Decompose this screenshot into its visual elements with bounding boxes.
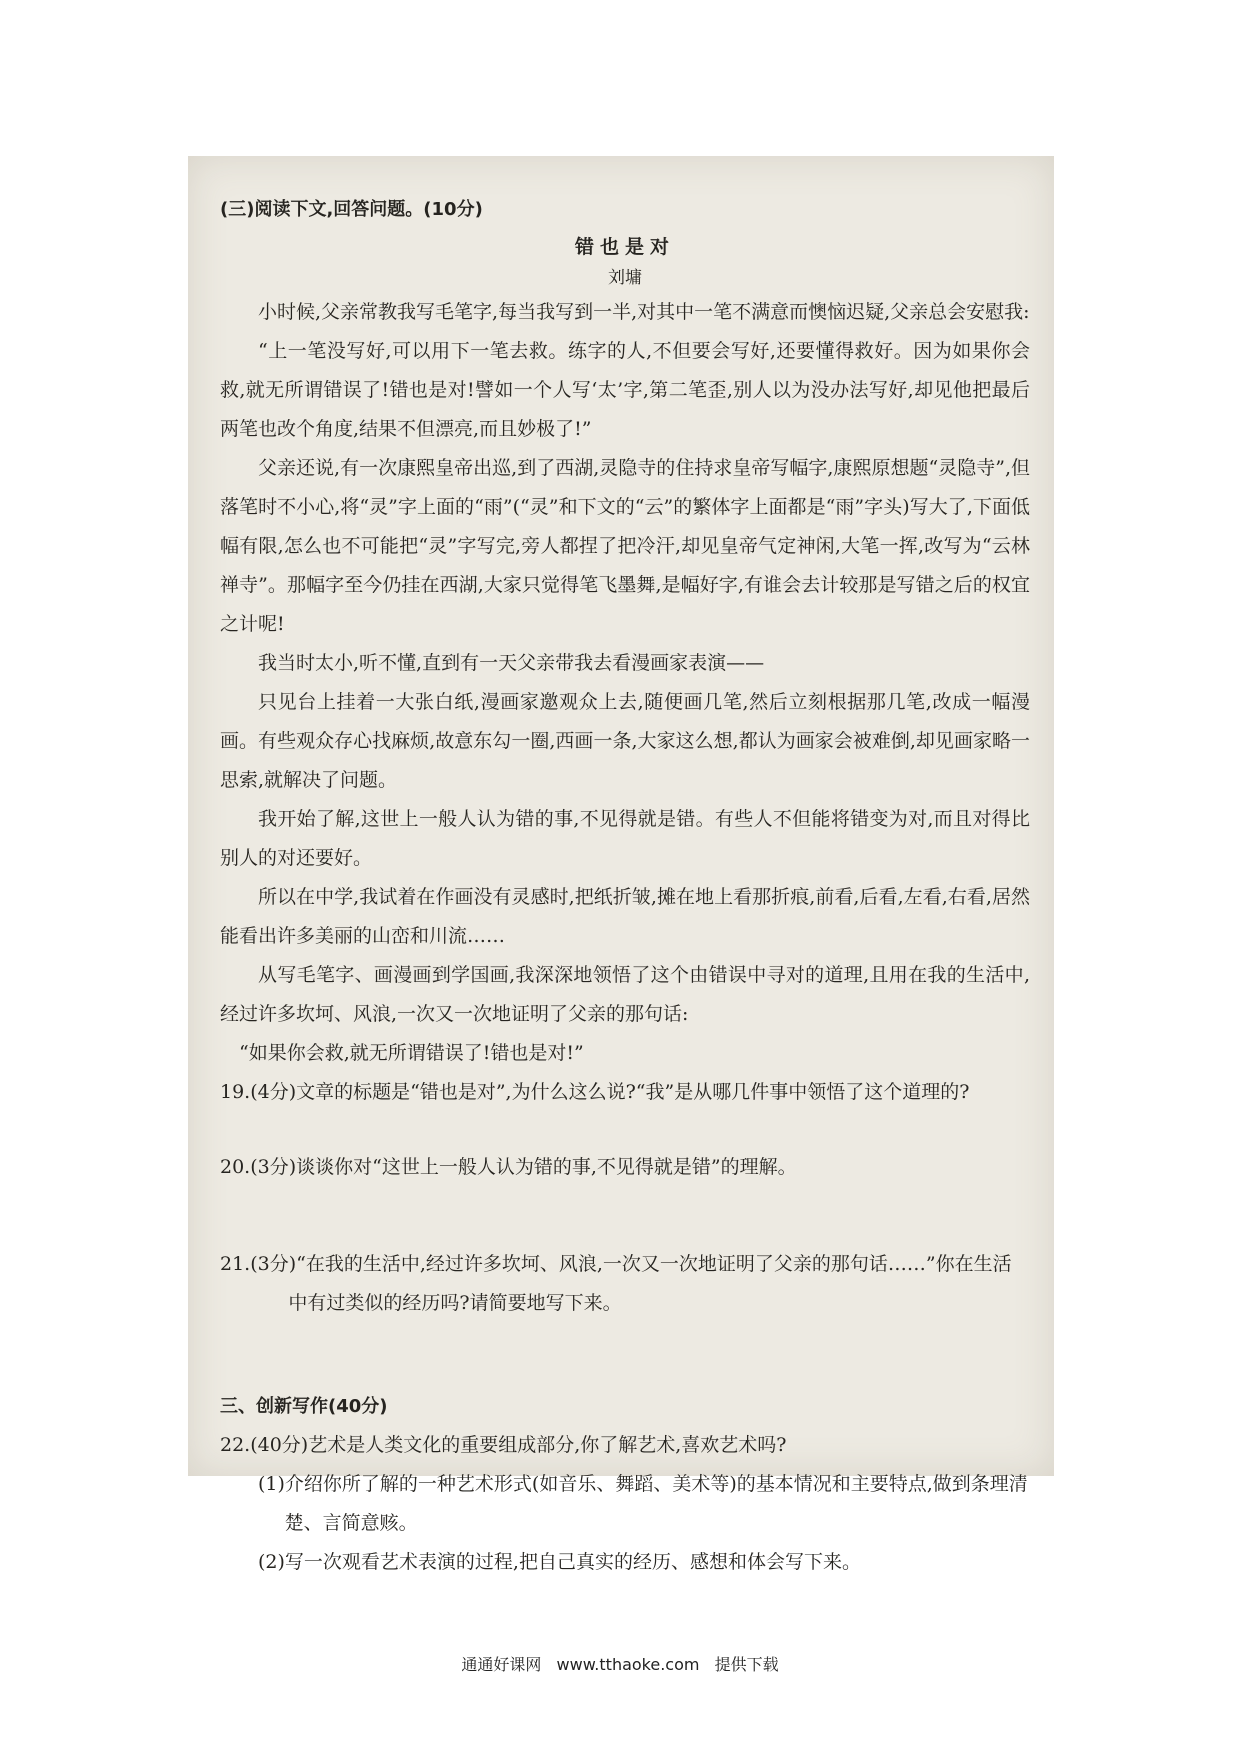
- question-19: 19.(4分)文章的标题是“错也是对”,为什么这么说?“我”是从哪几件事中领悟了这个道理的?: [220, 1081, 970, 1103]
- page-content: [220, 190, 1030, 1582]
- footer-url[interactable]: www.tthaoke.com: [556, 1655, 700, 1674]
- writing-option-2: (2)写一次观看艺术表演的过程,把自己真实的经历、感想和体会写下来。: [258, 1551, 861, 1573]
- answer-space: [220, 1323, 1030, 1387]
- question-20: 20.(3分)谈谈你对“这世上一般人认为错的事,不见得就是错”的理解。: [220, 1156, 797, 1178]
- closing-quote: “如果你会救,就无所谓错误了!错也是对!”: [239, 1042, 584, 1064]
- question-22: 22.(40分)艺术是人类文化的重要组成部分,你了解艺术,喜欢艺术吗?: [220, 1434, 787, 1456]
- paragraph: 我当时太小,听不懂,直到有一天父亲带我去看漫画家表演——: [258, 652, 765, 674]
- paragraph: 所以在中学,我试着在作画没有灵感时,把纸折皱,摊在地上看那折痕,前看,后看,左看,右看,居然能看出许多美丽的山峦和川流……: [220, 886, 1030, 947]
- footer-suffix: 提供下载: [714, 1655, 779, 1674]
- answer-space: [220, 1187, 1030, 1245]
- article-title: 错也是对: [574, 236, 675, 258]
- scanned-page: [188, 156, 1054, 1573]
- paragraph: 小时候,父亲常教我写毛笔字,每当我写到一半,对其中一笔不满意而懊恼迟疑,父亲总会安慰我:: [258, 301, 1030, 323]
- paragraph: 从写毛笔字、画漫画到学国画,我深深地领悟了这个由错误中寻对的道理,且用在我的生活中,经过许多坎坷、风浪,一次又一次地证明了父亲的那句话:: [220, 964, 1030, 1025]
- paragraph: 只见台上挂着一大张白纸,漫画家邀观众上去,随便画几笔,然后立刻根据那几笔,改成一幅漫画。有些观众存心找麻烦,故意东勾一圈,西画一条,大家这么想,都认为画家会被难倒,却见画家略一思索,就解决了问题。: [220, 691, 1030, 791]
- page-footer: [0, 1652, 1240, 1675]
- writing-option-1: (1)介绍你所了解的一种艺术形式(如音乐、舞蹈、美术等)的基本情况和主要特点,做到条理清楚、言简意赅。: [258, 1473, 1028, 1534]
- paragraph: 父亲还说,有一次康熙皇帝出巡,到了西湖,灵隐寺的住持求皇帝写幅字,康熙原想题“灵隐寺”,但落笔时不小心,将“灵”字上面的“雨”(“灵”和下文的“云”的繁体字上面都是“雨”字头)写大了,下面低幅有限,怎么也不可能把“灵”字写完,旁人都捏了把冷汗,却见皇帝气定神闲,大笔一挥,改写为“云林禅寺”。那幅字至今仍挂在西湖,大家只觉得笔飞墨舞,是幅好字,有谁会去计较那是写错之后的权宜之计呢!: [220, 457, 1030, 635]
- section-header: (三)阅读下文,回答问题。(10分): [220, 199, 483, 220]
- article-author: 刘墉: [608, 268, 642, 288]
- question-21: 21.(3分)“在我的生活中,经过许多坎坷、风浪,一次又一次地证明了父亲的那句话……”你在生活中有过类似的经历吗?请简要地写下来。: [220, 1253, 1012, 1314]
- writing-section-header: 三、创新写作(40分): [220, 1396, 388, 1417]
- answer-space: [220, 1112, 1030, 1148]
- paragraph: 我开始了解,这世上一般人认为错的事,不见得就是错。有些人不但能将错变为对,而且对得比别人的对还要好。: [220, 808, 1030, 869]
- paragraph: “上一笔没写好,可以用下一笔去救。练字的人,不但要会写好,还要懂得救好。因为如果你会救,就无所谓错误了!错也是对!譬如一个人写‘太’字,第二笔歪,别人以为没办法写好,却见他把最后两笔也改个角度,结果不但漂亮,而且妙极了!”: [220, 340, 1030, 440]
- footer-site-name: 通通好课网: [461, 1655, 542, 1674]
